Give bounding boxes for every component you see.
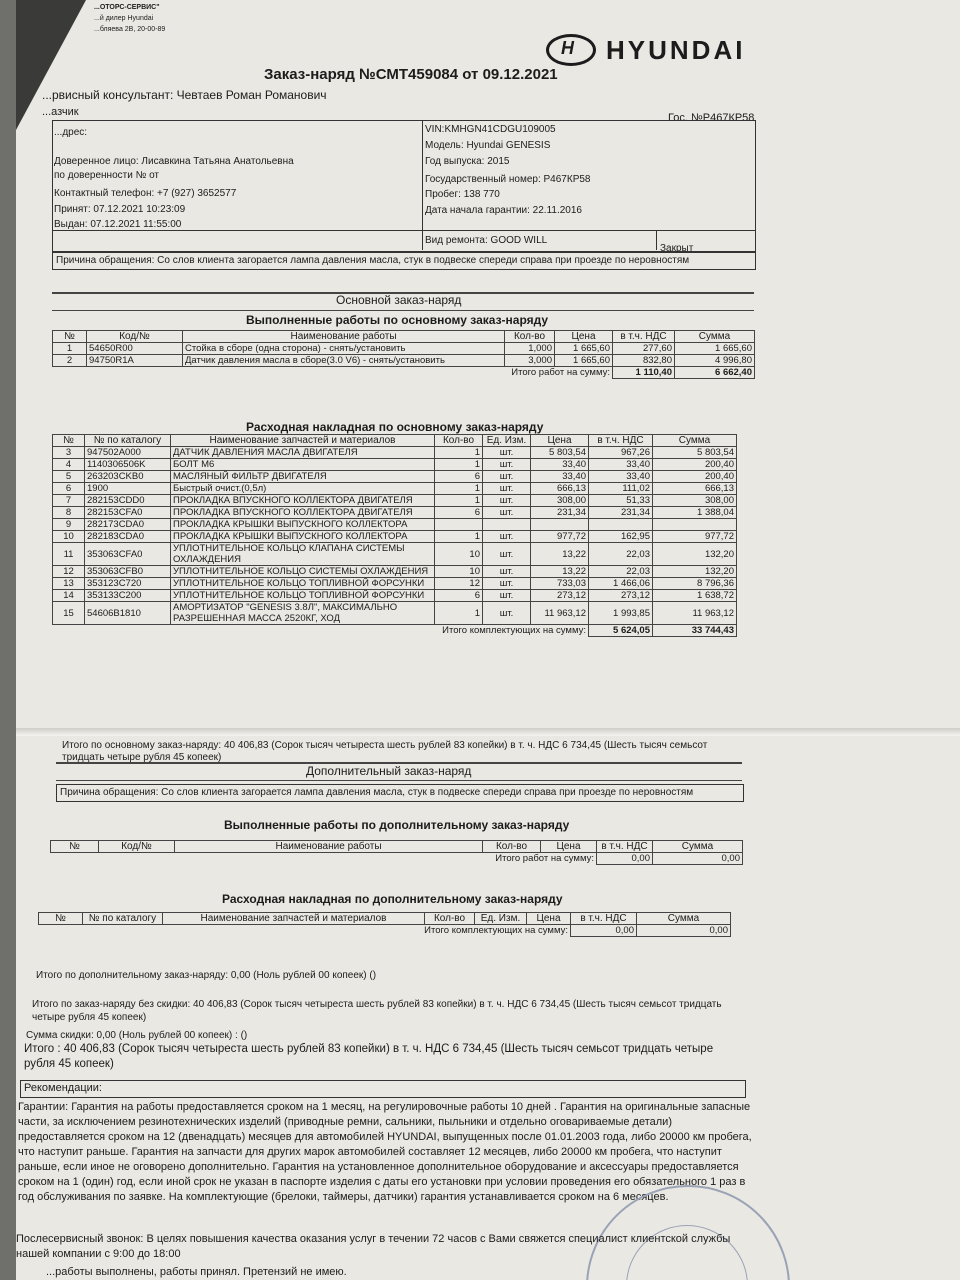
cell: 132,20 <box>653 566 737 578</box>
cell: шт. <box>483 566 531 578</box>
cell: 22,03 <box>589 566 653 578</box>
cell: шт. <box>483 483 531 495</box>
col-vat: в т.ч. НДС <box>597 841 653 853</box>
cell: 54606B1810 <box>85 602 171 625</box>
brand-name: HYUNDAI <box>606 34 746 65</box>
post-service-call: Послесервисный звонок: В целях повышения качества оказания услуг в течении 72 часов с Вами свяжется специалист клиентской службы нашей компании с 9:00 до 18:00 <box>16 1233 731 1260</box>
cell: 6 <box>53 483 85 495</box>
works-total-sum: 6 662,40 <box>675 367 755 379</box>
table-row <box>53 447 737 459</box>
cell <box>653 519 737 531</box>
cell: 1 466,06 <box>589 578 653 590</box>
warranty-text: Гарантии: Гарантия на работы предоставляется сроком на 1 месяц, на регулировочные работы 10 дней . Гарантия на оригинальные запасные части, за исключением резинотехнических изделий (приводные ремни, сальники, пыльники и отдельно оговариваемые детали) предоставляется сроком на 12 (двенадцать) месяцев для автомобилей HYUNDAI, выпущенных после 01.01.2003 года, либо 20000 км пробега, что наступит раньше. Гарантия на запчасти для других марок автомобилей составляет 12 месяцев, либо 20000 км пробега, что наступит раньше, если иное не оговорено дополнительно. Гарантия на установленное дополнительное оборудование и аксессуары предоставляется сроком на 1 (один) год, если иной срок не указан в паспорте изделия с даты его установки при условии проведения его обязательного 1 раз в год обслуживания по заявке. На комплектующие (брелоки, таймеры, датчики) гарантия устанавливается сроком на 6 месяцев. <box>18 1101 752 1203</box>
cell: 1 <box>435 459 483 471</box>
cell: 308,00 <box>653 495 737 507</box>
additional-works-total-sum: 0,00 <box>653 853 743 865</box>
cell: Быстрый очист.(0,5л) <box>171 483 435 495</box>
parts-total-row <box>53 625 737 637</box>
cell: 273,12 <box>531 590 589 602</box>
cell: 273,12 <box>589 590 653 602</box>
additional-works-total-vat: 0,00 <box>597 853 653 865</box>
dealer-name: ...ОТОРС-СЕРВИС" <box>94 4 160 11</box>
dealer-subtitle: ...й дилер Hyundai <box>94 15 154 22</box>
cell: ПРОКЛАДКА КРЫШКИ ВЫПУСКНОГО КОЛЛЕКТОРА <box>171 531 435 543</box>
cell: Датчик давления масла в сборе(3.0 V6) - снять/установить <box>183 355 505 367</box>
table-row <box>53 543 737 566</box>
cell: 282173CDA0 <box>85 519 171 531</box>
cell: 353063CFB0 <box>85 566 171 578</box>
address: ...дрес: <box>54 127 88 138</box>
status: Закрыт <box>660 243 694 254</box>
cell: 132,20 <box>653 543 737 566</box>
recommendations-box <box>20 1080 746 1098</box>
cell: 14 <box>53 590 85 602</box>
cell: 1 <box>435 531 483 543</box>
additional-works-title: Выполненные работы по дополнительному заказ-наряду <box>224 818 570 832</box>
col-qty: Кол-во <box>483 841 541 853</box>
cell: 967,26 <box>589 447 653 459</box>
main-parts-table <box>52 434 737 637</box>
col-sum: Сумма <box>653 435 737 447</box>
cell: 977,72 <box>653 531 737 543</box>
cell: 666,13 <box>653 483 737 495</box>
model: Модель: Hyundai GENESIS <box>425 140 551 151</box>
main-parts-body <box>53 447 737 625</box>
cell: 282153CFA0 <box>85 507 171 519</box>
col-code: Код/№ <box>87 331 183 343</box>
cell: 308,00 <box>531 495 589 507</box>
col-num: № <box>51 841 99 853</box>
cell: 33,40 <box>589 459 653 471</box>
cell: 353123C720 <box>85 578 171 590</box>
cell: 33,40 <box>531 459 589 471</box>
order-title: Заказ-наряд №СМТ459084 от 09.12.2021 <box>264 66 558 83</box>
cell: 1900 <box>85 483 171 495</box>
cell <box>483 519 531 531</box>
table-row <box>53 566 737 578</box>
additional-parts-total-vat: 0,00 <box>571 925 637 937</box>
cell: 1 993,85 <box>589 602 653 625</box>
col-vat: в т.ч. НДС <box>613 331 675 343</box>
cell: 4 996,80 <box>675 355 755 367</box>
col-price: Цена <box>541 841 597 853</box>
cell: шт. <box>483 578 531 590</box>
cell: 2 <box>53 355 87 367</box>
additional-works-total-row <box>51 853 743 865</box>
issued: Выдан: 07.12.2021 11:55:00 <box>54 219 182 230</box>
additional-works-total-label: Итого работ на сумму: <box>51 853 597 865</box>
summary-total: Итого : 40 406,83 (Сорок тысяч четыреста шесть рублей 83 копейки) в т. ч. НДС 6 734,45 (Шесть тысяч семьсот тридцать четыре рубля 45 копеек) <box>24 1043 714 1070</box>
col-work-name: Наименование работы <box>175 841 483 853</box>
cell: 277,60 <box>613 343 675 355</box>
cell: 8 <box>53 507 85 519</box>
additional-works-table <box>50 840 743 865</box>
cell: 231,34 <box>589 507 653 519</box>
cell: шт. <box>483 471 531 483</box>
cell: УПЛОТНИТЕЛЬНОЕ КОЛЬЦО КЛАПАНА СИСТЕМЫ ОХЛАЖДЕНИЯ <box>171 543 435 566</box>
additional-reason: Причина обращения: Со слов клиента загорается лампа давления масла, стук в подвеске спереди справа при проезде по неровностям <box>60 787 694 798</box>
cell: 6 <box>435 471 483 483</box>
cell: 1 665,60 <box>675 343 755 355</box>
table-row <box>53 519 737 531</box>
recommendations-label: Рекомендации: <box>24 1082 102 1094</box>
cell: 11 <box>53 543 85 566</box>
works-total-row <box>53 367 755 379</box>
additional-parts-total-sum: 0,00 <box>637 925 731 937</box>
additional-parts-table <box>38 912 731 937</box>
cell: 666,13 <box>531 483 589 495</box>
proxy-doc: по доверенности № от <box>54 170 160 181</box>
cell: ПРОКЛАДКА ВПУСКНОГО КОЛЛЕКТОРА ДВИГАТЕЛЯ <box>171 495 435 507</box>
plate-number: Гос. №Р467КР58 <box>668 112 755 124</box>
works-header-row <box>53 331 755 343</box>
additional-parts-total-row <box>39 925 731 937</box>
col-price: Цена <box>531 435 589 447</box>
cell: 15 <box>53 602 85 625</box>
cell: шт. <box>483 590 531 602</box>
col-sum: Сумма <box>637 913 731 925</box>
main-parts-title: Расходная накладная по основному заказ-наряду <box>246 420 544 434</box>
cell: шт. <box>483 459 531 471</box>
table-row <box>53 531 737 543</box>
cell: 10 <box>435 543 483 566</box>
cell: 12 <box>53 566 85 578</box>
info-grid <box>52 120 756 252</box>
cell: 10 <box>53 531 85 543</box>
main-works-table <box>52 330 755 379</box>
consultant: ...рвисный консультант: Чевтаев Роман Романович <box>42 88 327 102</box>
col-vat: в т.ч. НДС <box>571 913 637 925</box>
cell: 231,34 <box>531 507 589 519</box>
cell: 263203CKB0 <box>85 471 171 483</box>
cell: 1 388,04 <box>653 507 737 519</box>
cell: ПРОКЛАДКА КРЫШКИ ВЫПУСКНОГО КОЛЛЕКТОРА <box>171 519 435 531</box>
main-grand-total: Итого по основному заказ-наряду: 40 406,83 (Сорок тысяч четыреста шесть рублей 83 копейки) в т. ч. НДС 6 734,45 (Шесть тысяч семьсот тридцать четыре рубля 45 копеек) <box>62 740 708 763</box>
additional-parts-title: Расходная накладная по дополнительному заказ-наряду <box>222 892 563 906</box>
cell: 1 <box>435 483 483 495</box>
cell: шт. <box>483 602 531 625</box>
table-row <box>53 343 755 355</box>
col-part-name: Наименование запчастей и материалов <box>163 913 425 925</box>
phone: Контактный телефон: +7 (927) 3652577 <box>54 188 237 199</box>
cell: 13,22 <box>531 543 589 566</box>
cell: 6 <box>435 507 483 519</box>
table-row <box>53 495 737 507</box>
cell: УПЛОТНИТЕЛЬНОЕ КОЛЬЦО ТОПЛИВНОЙ ФОРСУНКИ <box>171 590 435 602</box>
accepted: Принят: 07.12.2021 10:23:09 <box>54 204 186 215</box>
cell: 33,40 <box>589 471 653 483</box>
col-num: № <box>39 913 83 925</box>
cell <box>435 519 483 531</box>
col-qty: Кол-во <box>435 435 483 447</box>
cell: 1 638,72 <box>653 590 737 602</box>
col-unit: Ед. Изм. <box>483 435 531 447</box>
cell: 282153CDD0 <box>85 495 171 507</box>
proxy: Доверенное лицо: Лисавкина Татьяна Анатольевна <box>54 156 294 167</box>
cell: 10 <box>435 566 483 578</box>
cell: 947502A000 <box>85 447 171 459</box>
cell: 9 <box>53 519 85 531</box>
dealer-address: ...бляева 2В, 20-00-89 <box>94 26 166 33</box>
works-total-label: Итого работ на сумму: <box>53 367 613 379</box>
state-number: Государственный номер: Р467КР58 <box>425 174 591 185</box>
cell: 11 963,12 <box>531 602 589 625</box>
cell: АМОРТИЗАТОР "GENESIS 3.8Л", МАКСИМАЛЬНО РАЗРЕШЕННАЯ МАССА 2520КГ, ХОД <box>171 602 435 625</box>
cell: 54650R00 <box>87 343 183 355</box>
col-sum: Сумма <box>653 841 743 853</box>
cell: 353133C200 <box>85 590 171 602</box>
cell: 8 796,36 <box>653 578 737 590</box>
col-sum: Сумма <box>675 331 755 343</box>
cell: ДАТЧИК ДАВЛЕНИЯ МАСЛА ДВИГАТЕЛЯ <box>171 447 435 459</box>
cell: БОЛТ M6 <box>171 459 435 471</box>
works-total-vat: 1 110,40 <box>613 367 675 379</box>
vin: VIN:KMHGN41CDGU109005 <box>425 124 556 135</box>
cell: 832,80 <box>613 355 675 367</box>
col-price: Цена <box>527 913 571 925</box>
cell: шт. <box>483 531 531 543</box>
table-row <box>53 507 737 519</box>
hyundai-logo <box>546 34 745 66</box>
paper-fold <box>16 728 960 736</box>
table-row <box>53 355 755 367</box>
cell: 5 803,54 <box>653 447 737 459</box>
col-qty: Кол-во <box>505 331 555 343</box>
customer-label: ...азчик <box>42 106 79 118</box>
cell: 13,22 <box>531 566 589 578</box>
additional-works-header-row <box>51 841 743 853</box>
cell: 1,000 <box>505 343 555 355</box>
col-work-name: Наименование работы <box>183 331 505 343</box>
cell: МАСЛЯНЫЙ ФИЛЬТР ДВИГАТЕЛЯ <box>171 471 435 483</box>
cell: шт. <box>483 543 531 566</box>
cell: 33,40 <box>531 471 589 483</box>
parts-total-vat: 5 624,05 <box>589 625 653 637</box>
table-row <box>53 602 737 625</box>
cell: 3 <box>53 447 85 459</box>
cell: 51,33 <box>589 495 653 507</box>
cell: 977,72 <box>531 531 589 543</box>
col-part-name: Наименование запчастей и материалов <box>171 435 435 447</box>
order-document <box>16 0 960 1280</box>
cell: 12 <box>435 578 483 590</box>
warranty-start: Дата начала гарантии: 22.11.2016 <box>425 205 582 216</box>
cell: 1140306506K <box>85 459 171 471</box>
additional-parts-header-row <box>39 913 731 925</box>
col-qty: Кол-во <box>425 913 475 925</box>
cell: 353063CFA0 <box>85 543 171 566</box>
col-num: № <box>53 435 85 447</box>
summary-discount: Сумма скидки: 0,00 (Ноль рублей 00 копеек) : () <box>26 1030 248 1041</box>
parts-header-row <box>53 435 737 447</box>
cell: УПЛОТНИТЕЛЬНОЕ КОЛЬЦО СИСТЕМЫ ОХЛАЖДЕНИЯ <box>171 566 435 578</box>
cell: 111,02 <box>589 483 653 495</box>
main-section-title: Основной заказ-наряд <box>336 293 462 307</box>
table-row <box>53 578 737 590</box>
cell: 5 <box>53 471 85 483</box>
cell: 1 <box>435 495 483 507</box>
cell: 94750R1A <box>87 355 183 367</box>
cell <box>531 519 589 531</box>
cell: шт. <box>483 507 531 519</box>
repair-type: Вид ремонта: GOOD WILL <box>425 235 548 246</box>
cell: ПРОКЛАДКА ВПУСКНОГО КОЛЛЕКТОРА ДВИГАТЕЛЯ <box>171 507 435 519</box>
parts-total-label: Итого комплектующих на сумму: <box>53 625 589 637</box>
year: Год выпуска: 2015 <box>425 156 510 167</box>
cell: 1 665,60 <box>555 355 613 367</box>
mileage: Пробег: 138 770 <box>425 189 500 200</box>
reason: Причина обращения: Со слов клиента загорается лампа давления масла, стук в подвеске спереди справа при проезде по неровностям <box>56 255 690 266</box>
cell: шт. <box>483 447 531 459</box>
additional-parts-total-label: Итого комплектующих на сумму: <box>39 925 571 937</box>
cell: 11 963,12 <box>653 602 737 625</box>
cell: 162,95 <box>589 531 653 543</box>
cell: 1 <box>435 447 483 459</box>
cell: 4 <box>53 459 85 471</box>
cell <box>589 519 653 531</box>
cell: 1 <box>435 602 483 625</box>
col-catalog: № по каталогу <box>83 913 163 925</box>
cell: 5 803,54 <box>531 447 589 459</box>
col-vat: в т.ч. НДС <box>589 435 653 447</box>
col-code: Код/№ <box>99 841 175 853</box>
cell: 22,03 <box>589 543 653 566</box>
table-row <box>53 471 737 483</box>
col-price: Цена <box>555 331 613 343</box>
summary-no-discount: Итого по заказ-наряду без скидки: 40 406,83 (Сорок тысяч четыреста шесть рублей 83 копейки) в т. ч. НДС 6 734,45 (Шесть тысяч семьсот тридцать четыре рубля 45 копеек) <box>32 999 722 1023</box>
additional-total: Итого по дополнительному заказ-наряду: 0,00 (Ноль рублей 00 копеек) () <box>36 970 377 981</box>
hyundai-logo-icon <box>546 34 596 66</box>
cell: шт. <box>483 495 531 507</box>
table-row <box>53 459 737 471</box>
col-num: № <box>53 331 87 343</box>
additional-section-title: Дополнительный заказ-наряд <box>306 764 472 778</box>
table-row <box>53 483 737 495</box>
cell: 1 <box>53 343 87 355</box>
cell: 200,40 <box>653 459 737 471</box>
cell: 3,000 <box>505 355 555 367</box>
col-unit: Ед. Изм. <box>475 913 527 925</box>
main-works-title: Выполненные работы по основному заказ-наряду <box>246 313 549 327</box>
cell: Стойка в сборе (одна сторона) - снять/установить <box>183 343 505 355</box>
cell: 282183CDA0 <box>85 531 171 543</box>
cell: УПЛОТНИТЕЛЬНОЕ КОЛЬЦО ТОПЛИВНОЙ ФОРСУНКИ <box>171 578 435 590</box>
cell: 13 <box>53 578 85 590</box>
cell: 733,03 <box>531 578 589 590</box>
col-catalog: № по каталогу <box>85 435 171 447</box>
parts-total-sum: 33 744,43 <box>653 625 737 637</box>
acceptance-note: ...работы выполнены, работы принял. Претензий не имею. <box>46 1266 347 1278</box>
cell: 6 <box>435 590 483 602</box>
cell: 1 665,60 <box>555 343 613 355</box>
table-row <box>53 590 737 602</box>
cell: 200,40 <box>653 471 737 483</box>
cell: 7 <box>53 495 85 507</box>
